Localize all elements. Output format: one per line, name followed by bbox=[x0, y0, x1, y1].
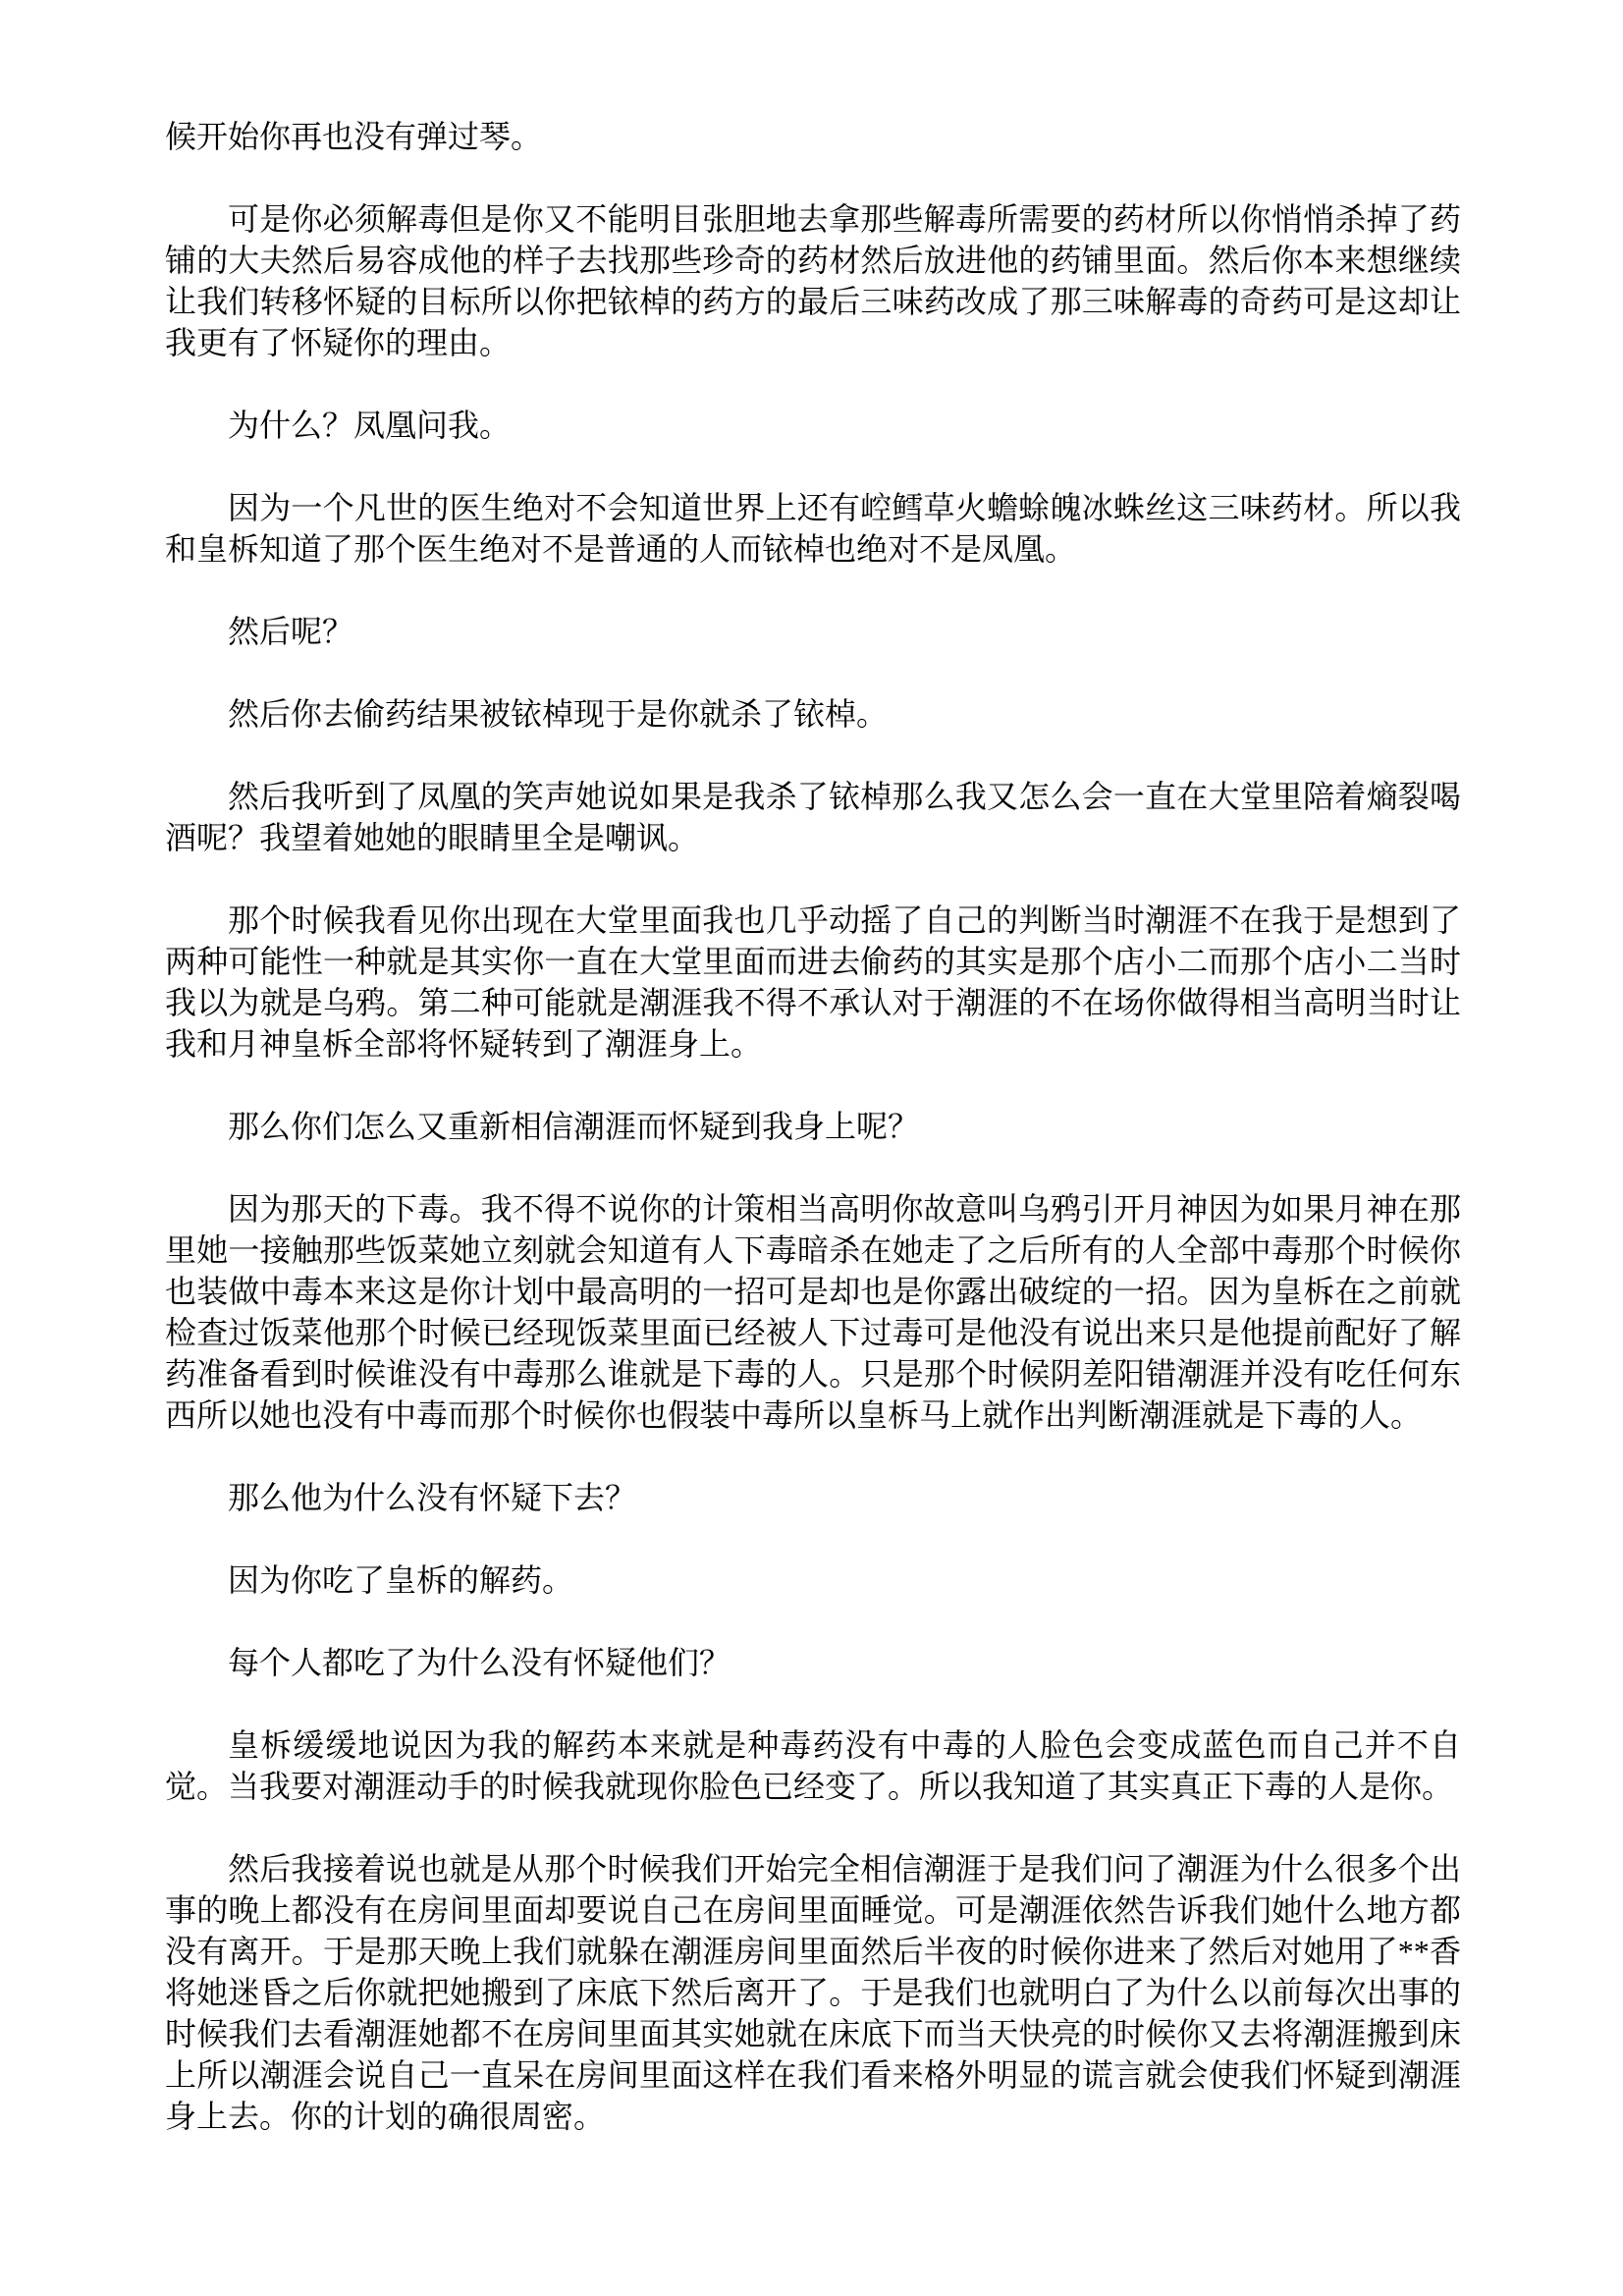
document-body bbox=[165, 116, 1461, 2137]
paragraph: 然后你去偷药结果被铱棹现于是你就杀了铱棹。 bbox=[228, 696, 889, 732]
paragraph: 那么他为什么没有怀疑下去？ bbox=[228, 1480, 637, 1515]
paragraph: 候开始你再也没有弹过琴。 bbox=[165, 119, 543, 154]
paragraph: 那么你们怎么又重新相信潮涯而怀疑到我身上呢？ bbox=[228, 1109, 920, 1144]
paragraph: 皇柝缓缓地说因为我的解药本来就是种毒药没有中毒的人脸色会变成蓝色而自己并不自觉。当我要对潮涯动手的时候我就现你脸色已经变了。所以我知道了其实真正下毒的人是你。 bbox=[165, 1727, 1461, 1804]
paragraph: 因为那天的下毒。我不得不说你的计策相当高明你故意叫乌鸦引开月神因为如果月神在那里她一接触那些饭菜她立刻就会知道有人下毒暗杀在她走了之后所有的人全部中毒那个时候你也装做中毒本来这是你计划中最高明的一招可是却也是你露出破绽的一招。因为皇柝在之前就检查过饭菜他那个时候已经现饭菜里面已经被人下过毒可是他没有说出来只是他提前配好了解药准备看到时候谁没有中毒那么谁就是下毒的人。只是那个时候阴差阳错潮涯并没有吃任何东西所以她也没有中毒而那个时候你也假装中毒所以皇柝马上就作出判断潮涯就是下毒的人。 bbox=[165, 1191, 1461, 1433]
paragraph: 每个人都吃了为什么没有怀疑他们？ bbox=[228, 1645, 731, 1680]
paragraph: 然后我听到了凤凰的笑声她说如果是我杀了铱棹那么我又怎么会一直在大堂里陪着熵裂喝酒呢？我望着她她的眼睛里全是嘲讽。 bbox=[165, 779, 1461, 855]
paragraph: 那个时候我看见你出现在大堂里面我也几乎动摇了自己的判断当时潮涯不在我于是想到了两种可能性一种就是其实你一直在大堂里面而进去偷药的其实是那个店小二而那个店小二当时我以为就是乌鸦。第二种可能就是潮涯我不得不承认对于潮涯的不在场你做得相当高明当时让我和月神皇柝全部将怀疑转到了潮涯身上。 bbox=[165, 902, 1461, 1062]
paragraph: 然后我接着说也就是从那个时候我们开始完全相信潮涯于是我们问了潮涯为什么很多个出事的晚上都没有在房间里面却要说自己在房间里面睡觉。可是潮涯依然告诉我们她什么地方都没有离开。于是那天晚上我们就躲在潮涯房间里面然后半夜的时候你进来了然后对她用了**香将她迷昏之后你就把她搬到了床底下然后离开了。于是我们也就明白了为什么以前每次出事的时候我们去看潮涯她都不在房间里面其实她就在床底下而当天快亮的时候你又去将潮涯搬到床上所以潮涯会说自己一直呆在房间里面这样在我们看来格外明显的谎言就会使我们怀疑到潮涯身上去。你的计划的确很周密。 bbox=[165, 1851, 1461, 2134]
paragraph: 因为你吃了皇柝的解药。 bbox=[228, 1562, 574, 1598]
paragraph: 然后呢？ bbox=[228, 614, 354, 649]
paragraph: 可是你必须解毒但是你又不能明目张胆地去拿那些解毒所需要的药材所以你悄悄杀掉了药铺的大夫然后易容成他的样子去找那些珍奇的药材然后放进他的药铺里面。然后你本来想继续让我们转移怀疑的目标所以你把铱棹的药方的最后三味药改成了那三味解毒的奇药可是这却让我更有了怀疑你的理由。 bbox=[165, 201, 1461, 360]
paragraph: 因为一个凡世的医生绝对不会知道世界上还有崆鳕草火蟾蜍魄冰蛛丝这三味药材。所以我和皇柝知道了那个医生绝对不是普通的人而铱棹也绝对不是凤凰。 bbox=[165, 490, 1461, 567]
paragraph: 为什么？凤凰问我。 bbox=[228, 408, 512, 443]
